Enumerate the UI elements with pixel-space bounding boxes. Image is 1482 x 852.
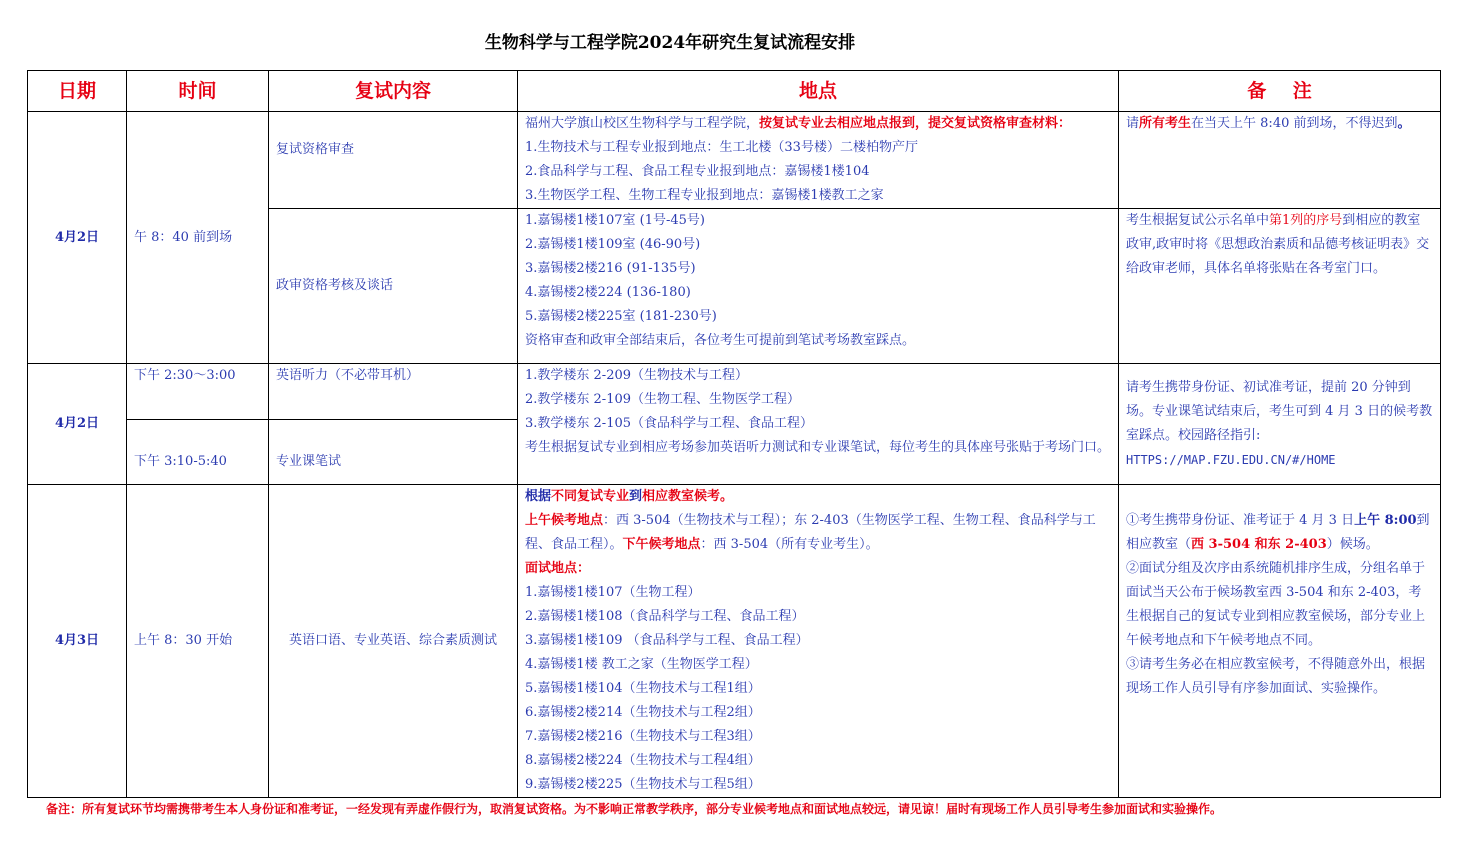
location-line: 1.嘉锡楼1楼107室 (1号-45号)	[525, 213, 705, 228]
location-intro-bold: 按复试专业去相应地点报到，提交复试资格审查材料：	[759, 116, 1072, 131]
time-cell: 下午 3:10-5:40	[127, 420, 269, 485]
table-row	[28, 485, 1441, 798]
note-emphasis: 第1列的序号	[1269, 213, 1343, 228]
note-cell	[1119, 112, 1441, 209]
location-line: 1.生物技术与工程专业报到地点：生工北楼（33号楼）二楼柏物产厅	[525, 140, 918, 155]
time-cell: 上午 8：30 开始	[127, 485, 269, 798]
note-text: ②面试分组及次序由系统随机排序生成，分组名单于面试当天公布于候场教室西 3-504 和东 2-403，考生根据自己的复试专业到相应教室候场，部分专业上午候考地点和下午候考地点不同。	[1126, 561, 1426, 648]
location-line: 2.嘉锡楼1楼108（食品科学与工程、食品工程）	[525, 609, 805, 624]
pm-waiting-label: 下午候考地点	[622, 537, 701, 552]
note-text: 。	[1397, 116, 1411, 131]
location-line: 5.嘉锡楼2楼225室 (181-230号)	[525, 309, 717, 324]
location-line: 3.教学楼东 2-105（食品科学与工程、食品工程）	[525, 416, 814, 431]
note-text: ）候场。	[1326, 537, 1379, 552]
location-cell	[518, 364, 1119, 485]
location-line: 9.嘉锡楼2楼225（生物技术与工程5组）	[525, 777, 761, 792]
location-cell	[518, 485, 1119, 798]
note-text: ①考生携带身份证、准考证于 4 月 3 日	[1126, 513, 1355, 528]
location-line: 3.生物医学工程、生物工程专业报到地点：嘉锡楼1楼教工之家	[525, 188, 884, 203]
content-cell: 英语口语、专业英语、综合素质测试	[269, 485, 518, 798]
location-heading: 根据	[525, 489, 552, 504]
note-text: 到相应教室（	[1126, 513, 1430, 552]
content-cell: 英语听力（不必带耳机）	[269, 364, 518, 420]
header-time: 时间	[127, 71, 269, 112]
note-text: 请考生携带身份证、初试准考证，提前 20 分钟到场。专业课笔试结束后，考生可到 4 月 3 日的候考教室踩点。校园路径指引:	[1126, 380, 1433, 443]
table-row	[28, 364, 1441, 420]
content-cell: 专业课笔试	[269, 420, 518, 485]
date-cell: 4月2日	[28, 364, 127, 485]
location-line: 3.嘉锡楼2楼216 (91-135号)	[525, 261, 696, 276]
header-location: 地点	[518, 71, 1119, 112]
location-line: 2.教学楼东 2-109（生物工程、生物医学工程）	[525, 392, 801, 407]
location-line: 6.嘉锡楼2楼214（生物技术与工程2组）	[525, 705, 761, 720]
note-text: ③请考生务必在相应教室候考，不得随意外出，根据现场工作人员引导有序参加面试、实验操作。	[1126, 657, 1426, 696]
schedule-table	[27, 70, 1441, 798]
page-title: 生物科学与工程学院2024年研究生复试流程安排	[484, 33, 856, 53]
location-heading: 相应教室候考。	[642, 489, 734, 504]
location-line: 考生根据复试专业到相应考场参加英语听力测试和专业课笔试，每位考生的具体座号张贴于考场门口。	[525, 440, 1111, 455]
time-cell: 下午 2:30～3:00	[127, 364, 269, 420]
location-line: 7.嘉锡楼2楼216（生物技术与工程3组）	[525, 729, 761, 744]
location-cell	[518, 112, 1119, 209]
header-date: 日期	[28, 71, 127, 112]
interview-label: ：	[577, 561, 591, 576]
date-cell: 4月2日	[28, 112, 127, 364]
am-waiting-label: 上午候考地点	[525, 513, 604, 528]
location-heading: 不同复试专业	[551, 489, 630, 504]
note-text: 到相应的教室政审,政审时将《思想政治素质和品德考核证明表》交给政审老师，具体名单将张贴在各考室门口。	[1126, 213, 1430, 276]
location-line: 2.嘉锡楼1楼109室 (46-90号)	[525, 237, 701, 252]
header-row	[28, 71, 1441, 112]
pm-waiting-text: ：西 3-504（所有专业考生）。	[700, 537, 879, 552]
content-cell: 政审资格考核及谈话	[269, 209, 518, 364]
interview-label: 面试地点	[525, 561, 578, 576]
note-cell	[1119, 364, 1441, 485]
location-line: 3.嘉锡楼1楼109 （食品科学与工程、食品工程）	[525, 633, 809, 648]
note-emphasis: 所有考生	[1139, 116, 1192, 131]
location-intro: 福州大学旗山校区生物科学与工程学院，	[525, 116, 760, 131]
note-emphasis: 上午 8:00	[1354, 513, 1417, 528]
note-text: 考生根据复试公示名单中	[1126, 213, 1270, 228]
location-heading: 到	[629, 489, 643, 504]
date-cell: 4月3日	[28, 485, 127, 798]
note-text: 请	[1126, 116, 1140, 131]
header-content: 复试内容	[269, 71, 518, 112]
location-line: 4.嘉锡楼1楼 教工之家（生物医学工程）	[525, 657, 758, 672]
location-line: 资格审查和政审全部结束后，各位考生可提前到笔试考场教室踩点。	[525, 333, 916, 348]
footnote: 备注：所有复试环节均需携带考生本人身份证和准考证，一经发现有弄虚作假行为，取消复试资格。为不影响正常教学秩序，部分专业候考地点和面试地点较远，请见谅！届时有现场工作人员引导考生参加面试和实验操作。	[46, 802, 1223, 816]
location-line: 2.食品科学与工程、食品工程专业报到地点：嘉锡楼1楼104	[525, 164, 870, 179]
note-text: 在当天上午 8:40 前到场，不得迟到	[1191, 116, 1398, 131]
location-line: 4.嘉锡楼2楼224 (136-180)	[525, 285, 691, 300]
location-line: 1.教学楼东 2-209（生物技术与工程）	[525, 368, 749, 383]
am-waiting-text: ：西 3-504（生物技术与工程）；东 2-403（生物医学工程、生物工程、食品科学与工程、食品工程）。	[525, 513, 1096, 552]
content-cell: 复试资格审查	[269, 112, 518, 209]
location-line: 1.嘉锡楼1楼107（生物工程）	[525, 585, 701, 600]
location-line: 5.嘉锡楼1楼104（生物技术与工程1组）	[525, 681, 761, 696]
note-cell	[1119, 485, 1441, 798]
note-emphasis: 西 3-504 和东 2-403	[1191, 537, 1327, 552]
note-cell	[1119, 209, 1441, 364]
time-cell: 午 8：40 前到场	[127, 112, 269, 364]
table-row	[28, 112, 1441, 209]
location-line: 8.嘉锡楼2楼224（生物技术与工程4组）	[525, 753, 761, 768]
campus-map-link[interactable]: HTTPS://MAP.FZU.EDU.CN/#/HOME	[1126, 453, 1336, 467]
location-cell	[518, 209, 1119, 364]
header-note: 备 注	[1119, 71, 1441, 112]
